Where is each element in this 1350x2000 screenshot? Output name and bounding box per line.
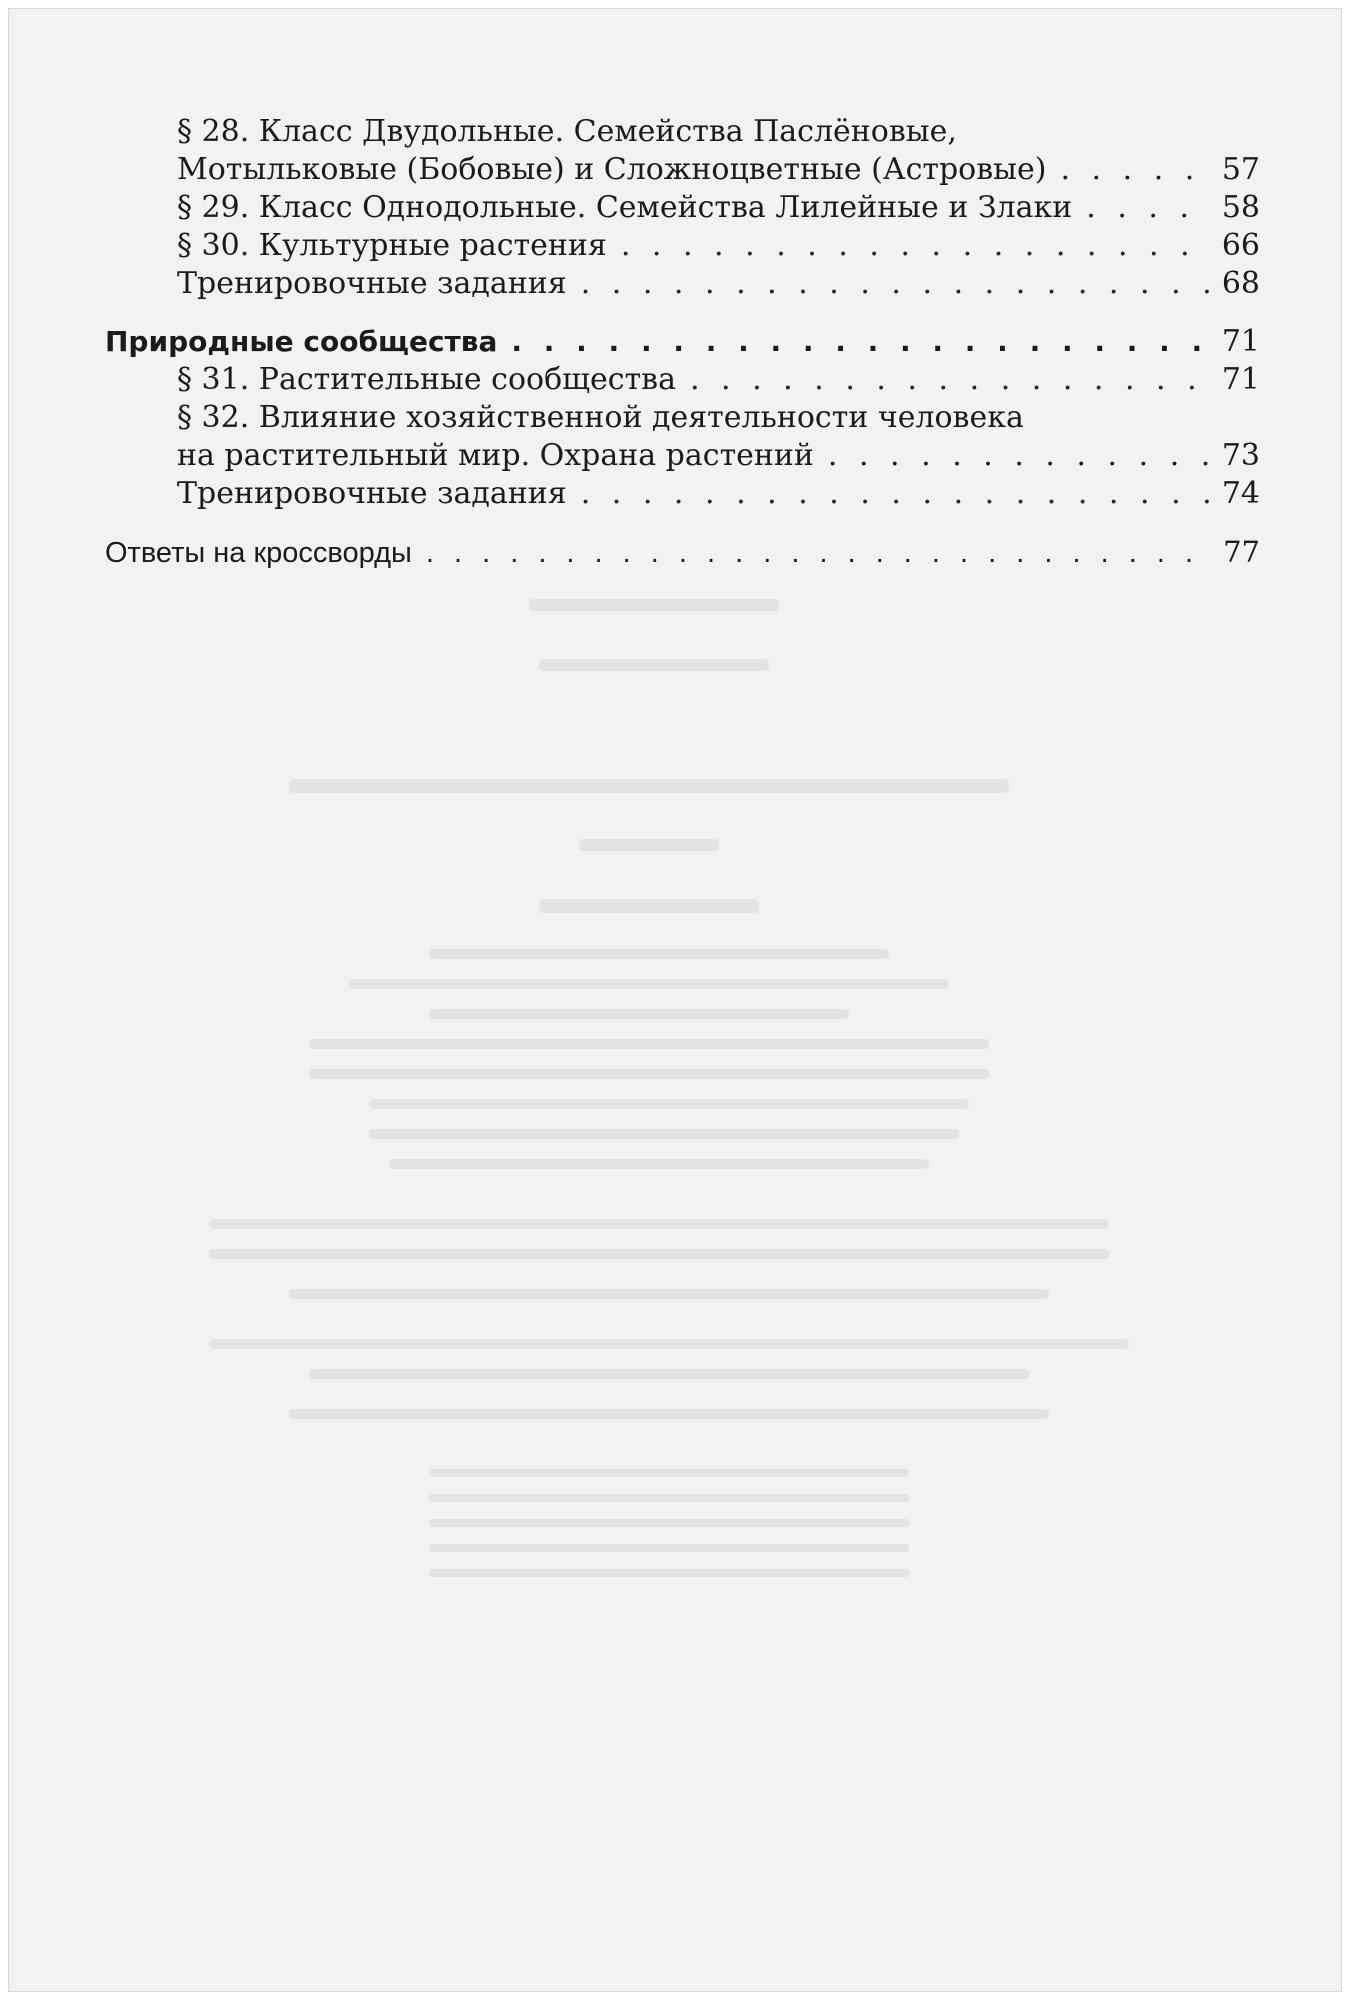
- toc-page-number: 66: [1221, 228, 1260, 263]
- toc-entry-label: Тренировочные задания: [177, 476, 567, 511]
- document-page: [8, 8, 1342, 1992]
- toc-entry-label: § 31. Растительные сообщества: [177, 362, 676, 397]
- toc-page-number: 58: [1221, 190, 1260, 225]
- toc-page-number: 71: [1221, 324, 1260, 359]
- toc-entry-label: § 28. Класс Двудольные. Семейства Паслёновые,: [177, 114, 957, 149]
- toc-entry-label: § 30. Культурные растения: [177, 228, 607, 263]
- toc-page-number: 71: [1221, 362, 1260, 397]
- bleed-through-texture: [9, 9, 1343, 1993]
- toc-entry-label: § 32. Влияние хозяйственной деятельности человека: [177, 400, 1024, 435]
- toc-entry-label: Ответы на кроссворды: [105, 537, 412, 569]
- toc-entry-label: Тренировочные задания: [177, 266, 567, 301]
- toc-page-number: 57: [1221, 152, 1260, 187]
- toc-page-number: 77: [1223, 535, 1260, 569]
- toc-entry-label: § 29. Класс Однодольные. Семейства Лилейные и Злаки: [177, 190, 1073, 225]
- toc-page-number: 73: [1221, 438, 1260, 473]
- toc-page-number: 74: [1221, 476, 1260, 511]
- toc-section-label: Природные сообщества: [105, 325, 498, 358]
- toc-entry-label: на растительный мир. Охрана растений: [177, 438, 814, 473]
- toc-entry-label: Мотыльковые (Бобовые) и Сложноцветные (Астровые): [177, 152, 1047, 187]
- toc-page-number: 68: [1221, 266, 1260, 301]
